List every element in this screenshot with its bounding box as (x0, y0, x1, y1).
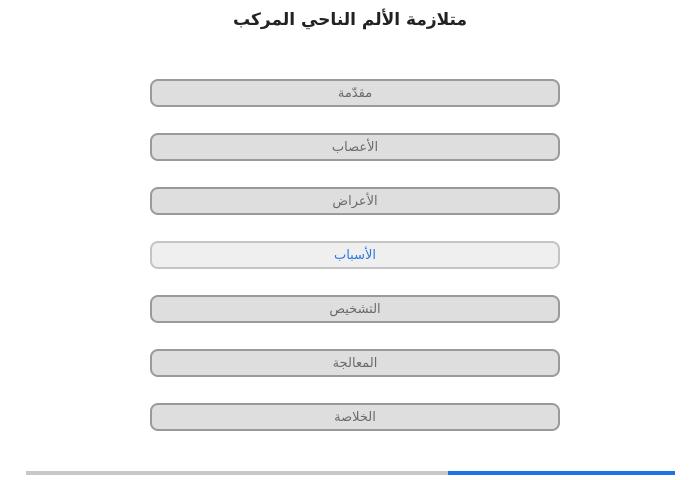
menu-item-symptoms[interactable]: الأعراض (150, 187, 560, 215)
menu-item-causes[interactable]: الأسباب (150, 241, 560, 269)
progress-bar-fill (448, 471, 675, 475)
menu-item-diagnosis[interactable]: التشخيص (150, 295, 560, 323)
section-menu (150, 79, 560, 457)
progress-bar (26, 471, 675, 475)
page-title: متلازمة الألم الناحي المركب (233, 10, 467, 30)
menu-item-nerves[interactable]: الأعصاب (150, 133, 560, 161)
menu-item-introduction[interactable]: مقدّمة (150, 79, 560, 107)
menu-item-summary[interactable]: الخلاصة (150, 403, 560, 431)
menu-item-treatment[interactable]: المعالجة (150, 349, 560, 377)
